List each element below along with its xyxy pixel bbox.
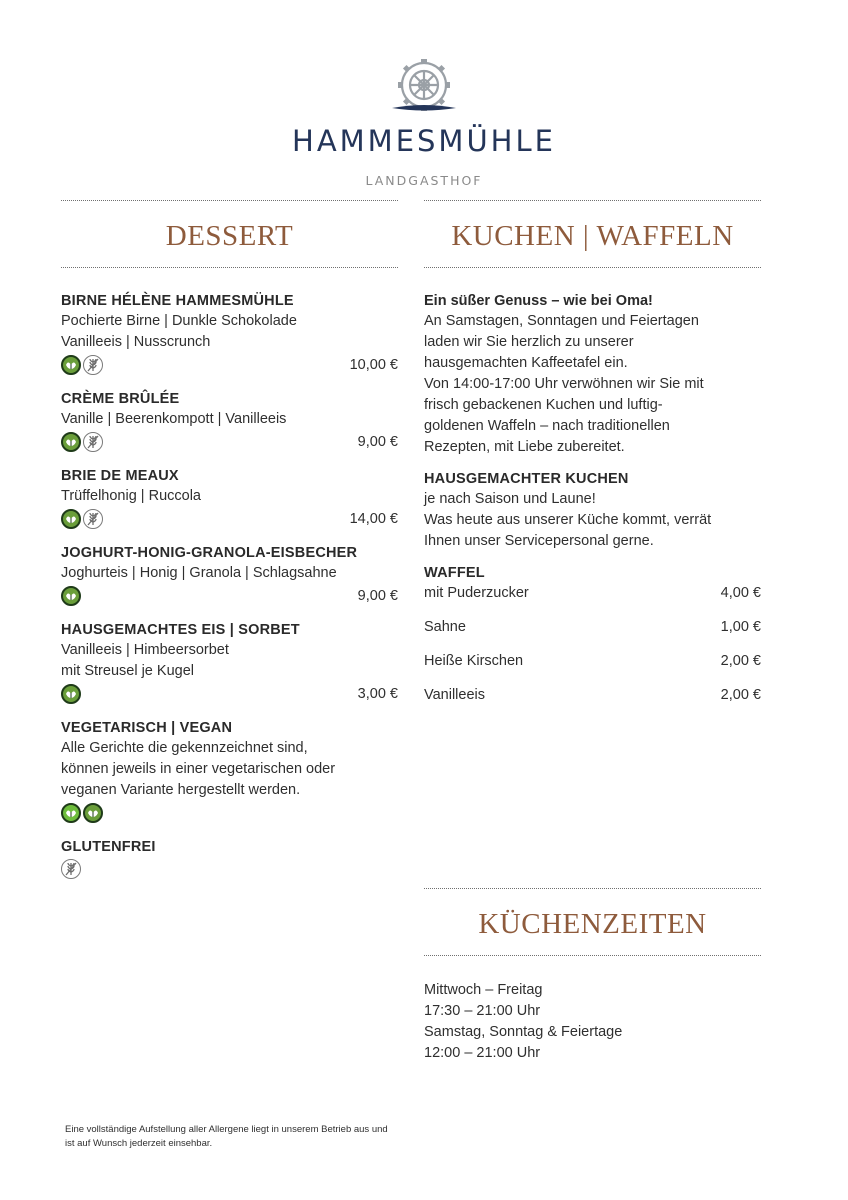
waffle-row bbox=[424, 651, 761, 672]
vegetarian-icon bbox=[61, 432, 81, 452]
kuechenzeiten-section bbox=[424, 888, 761, 1064]
diet-icons bbox=[61, 432, 103, 452]
vegetarian-icon bbox=[61, 355, 81, 375]
dessert-item-desc: Pochierte Birne | Dunkle Schokolade bbox=[61, 313, 297, 329]
intro-line: laden wir Sie herzlich zu unserer bbox=[424, 334, 634, 350]
legend-item bbox=[61, 838, 398, 880]
waffle-row bbox=[424, 685, 761, 706]
dotted-divider bbox=[424, 267, 761, 268]
dessert-item-desc: mit Streusel je Kugel bbox=[61, 663, 194, 679]
dessert-item-name: CRÈME BRÛLÉE bbox=[61, 391, 180, 407]
waffle-price: 1,00 € bbox=[720, 619, 761, 635]
intro-line: An Samstagen, Sonntagen und Feiertagen bbox=[424, 313, 699, 329]
dessert-item-footer bbox=[61, 508, 398, 530]
waffle-row bbox=[424, 583, 761, 604]
dessert-item-price: 3,00 € bbox=[357, 686, 398, 702]
hours-line: 12:00 – 21:00 Uhr bbox=[424, 1045, 541, 1061]
dessert-item bbox=[61, 390, 398, 453]
hours-line: Mittwoch – Freitag bbox=[424, 982, 543, 998]
dessert-item-desc: Vanille | Beerenkompott | Vanilleeis bbox=[61, 411, 287, 427]
waffle-label: Heiße Kirschen bbox=[424, 653, 524, 669]
intro-line: frisch gebackenen Kuchen und luftig- bbox=[424, 397, 663, 413]
cake-line: Was heute aus unserer Küche kommt, verrät bbox=[424, 512, 712, 528]
hours-line: 17:30 – 21:00 Uhr bbox=[424, 1003, 541, 1019]
dessert-item-name: JOGHURT-HONIG-GRANOLA-EISBECHER bbox=[61, 545, 358, 561]
gluten-free-icon bbox=[61, 859, 81, 879]
dotted-divider bbox=[61, 267, 398, 268]
diet-icons bbox=[61, 355, 103, 375]
dessert-item-name: HAUSGEMACHTES EIS | SORBET bbox=[61, 622, 300, 638]
diet-icons bbox=[61, 803, 103, 823]
legend-icons-row bbox=[61, 802, 398, 824]
waffle-price: 2,00 € bbox=[720, 653, 761, 669]
legend-item-desc: können jeweils in einer vegetarischen oder bbox=[61, 761, 336, 777]
cake-line: je nach Saison und Laune! bbox=[424, 491, 596, 507]
dessert-item-price: 14,00 € bbox=[349, 511, 398, 527]
vegetarian-icon bbox=[61, 509, 81, 529]
intro-line: goldenen Waffeln – nach traditionellen bbox=[424, 418, 670, 434]
intro-line: Rezepten, mit Liebe zubereitet. bbox=[424, 439, 625, 455]
hours-line: Samstag, Sonntag & Feiertage bbox=[424, 1024, 623, 1040]
dessert-list bbox=[61, 292, 398, 880]
dessert-item-footer bbox=[61, 683, 398, 705]
mill-wheel-icon bbox=[388, 58, 460, 118]
waffle-label: Sahne bbox=[424, 619, 466, 635]
legend-item-name: VEGETARISCH | VEGAN bbox=[61, 720, 233, 736]
dessert-item-desc: Joghurteis | Honig | Granola | Schlagsahne bbox=[61, 565, 337, 581]
allergen-footnote bbox=[65, 1123, 425, 1151]
kuchen-title: KUCHEN | WAFFELN bbox=[451, 220, 734, 252]
waffle-list bbox=[424, 583, 761, 706]
dessert-item-price: 9,00 € bbox=[357, 434, 398, 450]
intro-line: hausgemachten Kaffeetafel ein. bbox=[424, 355, 628, 371]
dessert-item-desc: Vanilleeis | Nusscrunch bbox=[61, 334, 211, 350]
opening-hours bbox=[424, 980, 761, 1064]
dessert-section bbox=[61, 200, 398, 894]
dessert-item bbox=[61, 544, 398, 607]
dessert-item bbox=[61, 292, 398, 376]
dessert-item bbox=[61, 467, 398, 530]
cake-title: HAUSGEMACHTER KUCHEN bbox=[424, 471, 629, 487]
vegetarian-icon bbox=[83, 803, 103, 823]
vegetarian-icon bbox=[61, 684, 81, 704]
gluten-free-icon bbox=[83, 509, 103, 529]
waffle-title: WAFFEL bbox=[424, 565, 485, 581]
gluten-free-icon bbox=[83, 432, 103, 452]
dessert-item-name: BIRNE HÉLÈNE HAMMESMÜHLE bbox=[61, 293, 294, 309]
intro-line: Von 14:00-17:00 Uhr verwöhnen wir Sie mit bbox=[424, 376, 704, 392]
waffle-price: 4,00 € bbox=[720, 585, 761, 601]
legend-item-name: GLUTENFREI bbox=[61, 839, 156, 855]
footnote-line: ist auf Wunsch jederzeit einsehbar. bbox=[65, 1138, 213, 1149]
dessert-item-desc: Trüffelhonig | Ruccola bbox=[61, 488, 201, 504]
dessert-item bbox=[61, 621, 398, 705]
diet-icons bbox=[61, 586, 81, 606]
dessert-item-footer bbox=[61, 431, 398, 453]
dessert-item-footer bbox=[61, 585, 398, 607]
dessert-title: DESSERT bbox=[165, 220, 294, 252]
vegan-icon bbox=[61, 803, 81, 823]
legend-icons-row bbox=[61, 858, 398, 880]
brand-subtitle: LANDGASTHOF bbox=[365, 173, 483, 188]
logo-header bbox=[0, 58, 848, 188]
dotted-divider bbox=[424, 955, 761, 956]
footnote-line: Eine vollständige Aufstellung aller Allergene liegt in unserem Betrieb aus und bbox=[65, 1124, 388, 1135]
waffle-label: Vanilleeis bbox=[424, 687, 485, 703]
gluten-free-icon bbox=[83, 355, 103, 375]
diet-icons bbox=[61, 509, 103, 529]
waffle-price: 2,00 € bbox=[720, 687, 761, 703]
intro-title: Ein süßer Genuss – wie bei Oma! bbox=[424, 293, 653, 309]
dessert-item-price: 10,00 € bbox=[349, 357, 398, 373]
waffle-row bbox=[424, 617, 761, 638]
dessert-item-price: 9,00 € bbox=[357, 588, 398, 604]
intro-text bbox=[424, 311, 761, 458]
legend-item-desc: veganen Variante hergestellt werden. bbox=[61, 782, 301, 798]
dessert-item-name: BRIE DE MEAUX bbox=[61, 468, 179, 484]
dessert-item-footer bbox=[61, 354, 398, 376]
waffle-label: mit Puderzucker bbox=[424, 585, 529, 601]
vegetarian-icon bbox=[61, 586, 81, 606]
legend-item bbox=[61, 719, 398, 824]
diet-icons bbox=[61, 859, 81, 879]
cake-text bbox=[424, 489, 761, 552]
kuchen-section bbox=[424, 200, 761, 719]
cake-line: Ihnen unser Servicepersonal gerne. bbox=[424, 533, 654, 549]
kuechenzeiten-title: KÜCHENZEITEN bbox=[478, 908, 707, 940]
brand-name: HAMMESMÜHLE bbox=[292, 124, 556, 158]
dessert-item-desc: Vanilleeis | Himbeersorbet bbox=[61, 642, 229, 658]
legend-item-desc: Alle Gerichte die gekennzeichnet sind, bbox=[61, 740, 308, 756]
diet-icons bbox=[61, 684, 81, 704]
